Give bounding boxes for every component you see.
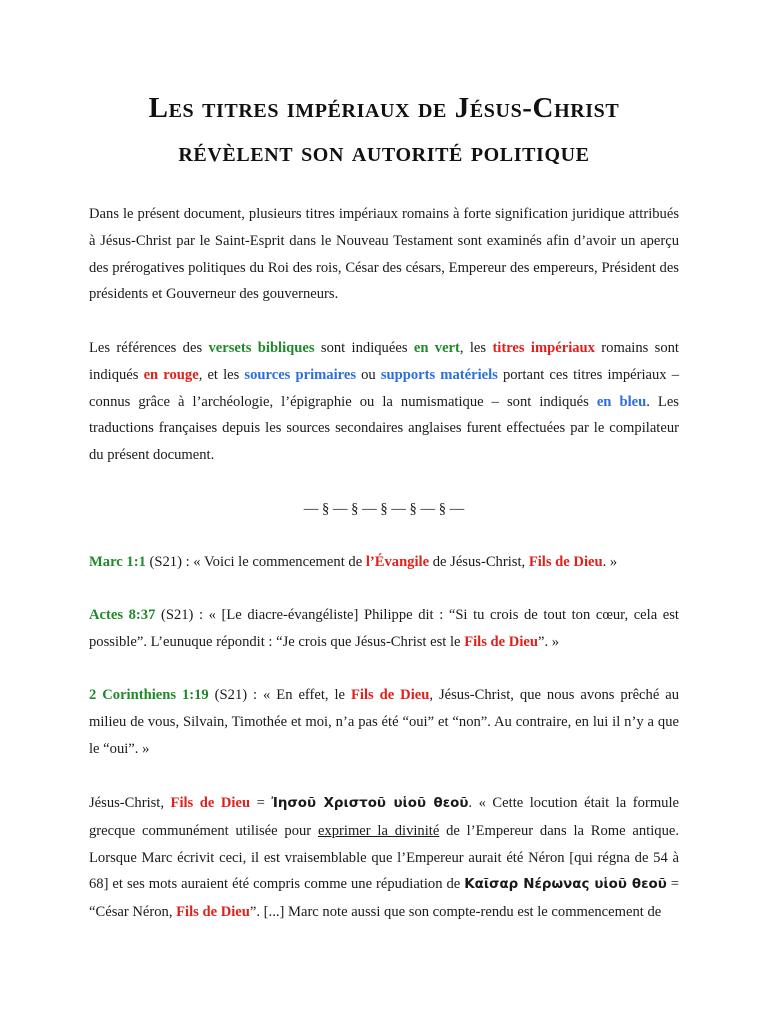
verse-reference: Actes 8:37 bbox=[89, 607, 156, 623]
legend-text-7: portant ces titres impériaux – connus grâce à l’archéologie, l’épigraphie ou la numismatique – sont indiqués bbox=[89, 366, 680, 410]
legend-titres-imperiaux: titres impériaux bbox=[492, 340, 595, 356]
commentary-text: = “César Néron, bbox=[89, 876, 679, 921]
legend-supports-materiels: supports matériels bbox=[380, 366, 498, 383]
verse-reference: 2 Corinthiens 1:19 bbox=[89, 687, 209, 703]
commentary-text: Jésus-Christ, bbox=[89, 795, 171, 811]
legend-text-2: sont indiquées bbox=[314, 340, 414, 356]
verse-text: , Jésus-Christ, que nous avons prêché au milieu de vous, Silvain, Timothée et moi, n’a pas été “oui” et “non”. Au contraire, en lui il n’y a que le “oui”. » bbox=[89, 687, 680, 757]
verse-reference: Marc 1:1 bbox=[89, 554, 146, 570]
legend-text-8: . Les traductions françaises depuis les sources secondaires anglaises furent effectuées par le compilateur du présent document. bbox=[89, 393, 679, 464]
verse-actes-8-37 bbox=[89, 602, 679, 656]
commentary-text: de l’Empereur dans la Rome antique. Lorsque Marc écrivit ceci, il est vraisemblable que l’Empereur aurait été Néron [qui régna de 54 à 68] et ses mots auraient été compris comme une répudiation de bbox=[89, 822, 680, 893]
imperial-title: l’Évangile bbox=[365, 554, 430, 570]
intro-paragraph: Dans le présent document, plusieurs titres impériaux romains à forte signification juridique attribués à Jésus-Christ par le Saint-Esprit dans le Nouveau Testament sont examinés afin d’avoir un aperçu des prérogatives politiques du Roi des rois, César des césars, Empereur des empereurs, Président des présidents et Gouverneur des gouverneurs. bbox=[89, 206, 679, 303]
commentary-paragraph bbox=[89, 790, 679, 926]
verse-text: (S21) : « En effet, le bbox=[208, 687, 351, 703]
legend-en-rouge: en rouge bbox=[143, 366, 199, 383]
verse-marc-1-1 bbox=[89, 549, 679, 576]
underlined-phrase: exprimer la divinité bbox=[317, 822, 440, 839]
legend-versets-bibliques: versets bibliques bbox=[208, 340, 315, 356]
commentary-text: . « Cette locution était la formule grecque communément utilisée pour bbox=[89, 795, 680, 839]
legend-sources-primaires: sources primaires bbox=[244, 366, 357, 383]
page-title bbox=[60, 86, 708, 174]
commentary-text: ”. [...] Marc note aussi que son compte-rendu est le commencement de bbox=[249, 904, 662, 921]
imperial-title: Fils de Dieu bbox=[528, 554, 603, 570]
title-line-1: Les titres impériaux de Jésus-Christ bbox=[148, 92, 620, 124]
verse-text: . » bbox=[602, 554, 618, 570]
imperial-title: Fils de Dieu bbox=[464, 633, 538, 650]
legend-text-6: ou bbox=[356, 366, 381, 383]
legend-text-4: romains sont indiqués bbox=[89, 340, 679, 383]
greek-phrase-jesus: Ἰησοῦ Χριστοῦ υἱοῦ θεοῦ bbox=[271, 796, 469, 811]
legend-text-5: , et les bbox=[198, 366, 245, 383]
commentary-text: = bbox=[250, 795, 272, 811]
title-line-2: révèlent son autorité politique bbox=[178, 136, 590, 168]
verse-text: (S21) : « Voici le commencement de bbox=[145, 554, 366, 570]
verse-text: (S21) : « [Le diacre-évangéliste] Philippe dit : “Si tu crois de tout ton cœur, cela est possible”. L’eunuque répondit : “Je crois que Jésus-Christ est le bbox=[89, 607, 679, 650]
greek-phrase-neron: Καῖσαρ Νέρωνας υἱοῦ θεοῦ bbox=[464, 877, 667, 893]
legend-paragraph bbox=[89, 335, 679, 469]
imperial-title: Fils de Dieu bbox=[176, 904, 250, 921]
legend-en-vert: en vert bbox=[413, 340, 460, 356]
legend-text-1: Les références des bbox=[89, 340, 209, 356]
verse-2-corinthiens-1-19 bbox=[89, 682, 679, 762]
legend-text-3: , les bbox=[459, 340, 493, 356]
imperial-title: Fils de Dieu bbox=[350, 687, 430, 703]
imperial-title: Fils de Dieu bbox=[170, 795, 251, 811]
section-separator: — § — § — § — § — § — bbox=[303, 501, 465, 517]
legend-en-bleu: en bleu bbox=[596, 393, 647, 410]
verse-text: de Jésus-Christ, bbox=[429, 554, 529, 570]
verse-text: ”. » bbox=[537, 633, 560, 650]
